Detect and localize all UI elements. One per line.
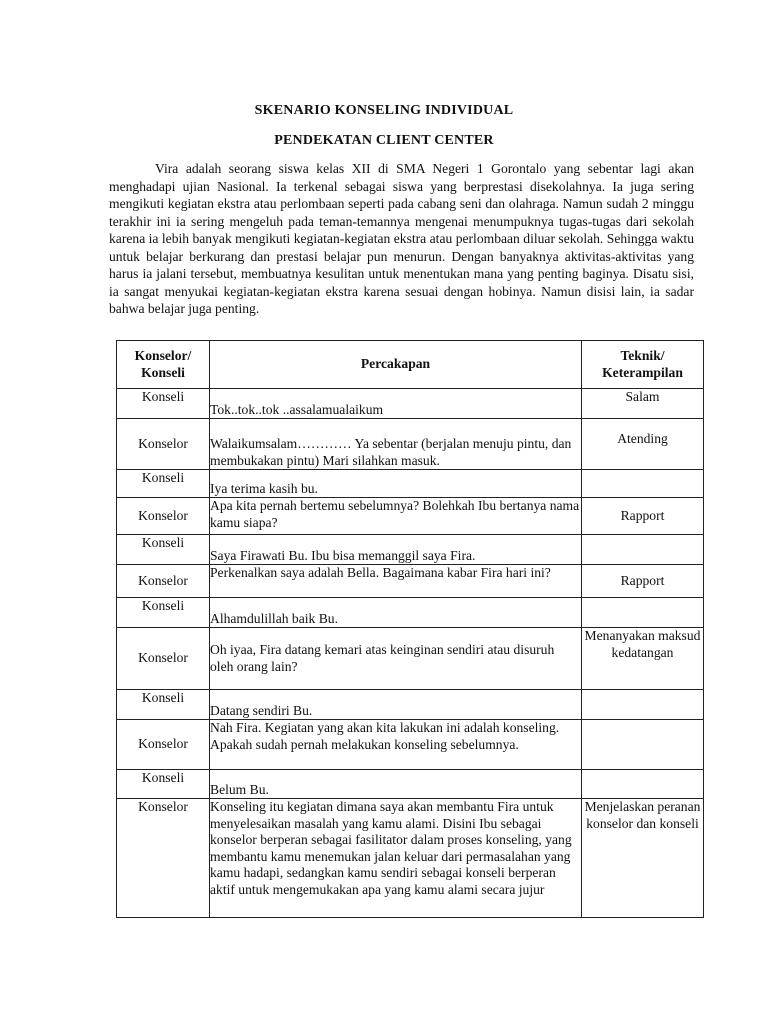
role-cell: Konselor: [117, 628, 210, 690]
dialogue-table: [116, 340, 704, 918]
role-cell: Konselor: [117, 565, 210, 598]
table-row: [117, 770, 704, 799]
table-row: [117, 598, 704, 628]
table-row: [117, 565, 704, 598]
skill-cell: [582, 470, 704, 498]
role-cell: Konselor: [117, 498, 210, 535]
table-row: [117, 720, 704, 770]
conversation-cell: Datang sendiri Bu.: [210, 690, 582, 720]
table-row: [117, 628, 704, 690]
conversation-cell: Belum Bu.: [210, 770, 582, 799]
skill-cell: Menjelaskan peranan konselor dan konseli: [582, 799, 704, 918]
conversation-cell: Saya Firawati Bu. Ibu bisa memanggil saya Fira.: [210, 535, 582, 565]
conversation-cell: Konseling itu kegiatan dimana saya akan membantu Fira untuk menyelesaikan masalah yang kamu alami. Disini Ibu sebagai konselor berperan sebagai fasilitator dalam proses konseling, yang membantu kamu menemukan jalan keluar dari permasalahan yang kamu hadapi, sedangkan kamu sendiri sebagai konseli berperan aktif untuk mengemukakan apa yang kamu alami secara jujur: [210, 799, 582, 918]
role-cell: Konselor: [117, 720, 210, 770]
table-row: [117, 389, 704, 419]
conversation-cell: Perkenalkan saya adalah Bella. Bagaimana kabar Fira hari ini?: [210, 565, 582, 598]
skill-cell: Salam: [582, 389, 704, 419]
header-conversation: Percakapan: [210, 341, 582, 389]
role-cell: Konseli: [117, 690, 210, 720]
role-cell: Konseli: [117, 770, 210, 799]
intro-paragraph: Vira adalah seorang siswa kelas XII di SMA Negeri 1 Gorontalo yang sebentar lagi akan menghadapi ujian Nasional. Ia terkenal sebagai siswa yang berprestasi disekolahnya. Ia juga sering mengikuti kegiatan ekstra atau perlombaan seperti pada cabang seni dan olahraga. Namun sudah 2 minggu terakhir ini ia sering mengeluh pada teman-temannya mengenai menumpuknya tugas-tugas dari sekolah karena ia lebih banyak mengikuti kegiatan-kegiatan ekstra atau perlombaan diluar sekolah. Sehingga waktu untuk belajar berkurang dan prestasi belajar pun menurun. Dengan banyaknya aktivitas-aktivitas yang harus ia jalani tersebut, membuatnya kesulitan untuk menentukan mana yang penting baginya. Disatu sisi, ia sangat menyukai kegiatan-kegiatan ekstra karena sesuai dengan hobinya. Namun disisi lain, ia sadar bahwa belajar juga penting.: [109, 161, 694, 316]
conversation-cell: Nah Fira. Kegiatan yang akan kita lakukan ini adalah konseling. Apakah sudah pernah melakukan konseling sebelumnya.: [210, 720, 582, 770]
role-cell: Konseli: [117, 535, 210, 565]
table-row: [117, 419, 704, 470]
table-row: [117, 498, 704, 535]
table-row: [117, 470, 704, 498]
skill-cell: [582, 598, 704, 628]
skill-cell: Menanyakan maksud kedatangan: [582, 628, 704, 690]
skill-cell: [582, 770, 704, 799]
header-role: Konselor/ Konseli: [117, 341, 210, 389]
skill-cell: [582, 535, 704, 565]
role-cell: Konseli: [117, 470, 210, 498]
skill-cell: Atending: [582, 419, 704, 470]
skill-cell: [582, 720, 704, 770]
skill-cell: [582, 690, 704, 720]
conversation-cell: Alhamdulillah baik Bu.: [210, 598, 582, 628]
conversation-cell: Walaikumsalam………… Ya sebentar (berjalan menuju pintu, dan membukakan pintu) Mari silahkan masuk.: [210, 419, 582, 470]
document-subtitle: PENDEKATAN CLIENT CENTER: [274, 133, 494, 148]
table-row: [117, 799, 704, 918]
document-title: SKENARIO KONSELING INDIVIDUAL: [254, 103, 514, 118]
skill-cell: Rapport: [582, 498, 704, 535]
conversation-cell: Apa kita pernah bertemu sebelumnya? Bolehkah Ibu bertanya nama kamu siapa?: [210, 498, 582, 535]
role-cell: Konseli: [117, 598, 210, 628]
header-skill: Teknik/ Keterampilan: [582, 341, 704, 389]
skill-cell: Rapport: [582, 565, 704, 598]
conversation-cell: Oh iyaa, Fira datang kemari atas keinginan sendiri atau disuruh oleh orang lain?: [210, 628, 582, 690]
role-cell: Konseli: [117, 389, 210, 419]
role-cell: Konselor: [117, 419, 210, 470]
conversation-cell: Tok..tok..tok ..assalamualaikum: [210, 389, 582, 419]
role-cell: Konselor: [117, 799, 210, 918]
conversation-cell: Iya terima kasih bu.: [210, 470, 582, 498]
table-header-row: [117, 341, 704, 389]
table-row: [117, 535, 704, 565]
table-row: [117, 690, 704, 720]
